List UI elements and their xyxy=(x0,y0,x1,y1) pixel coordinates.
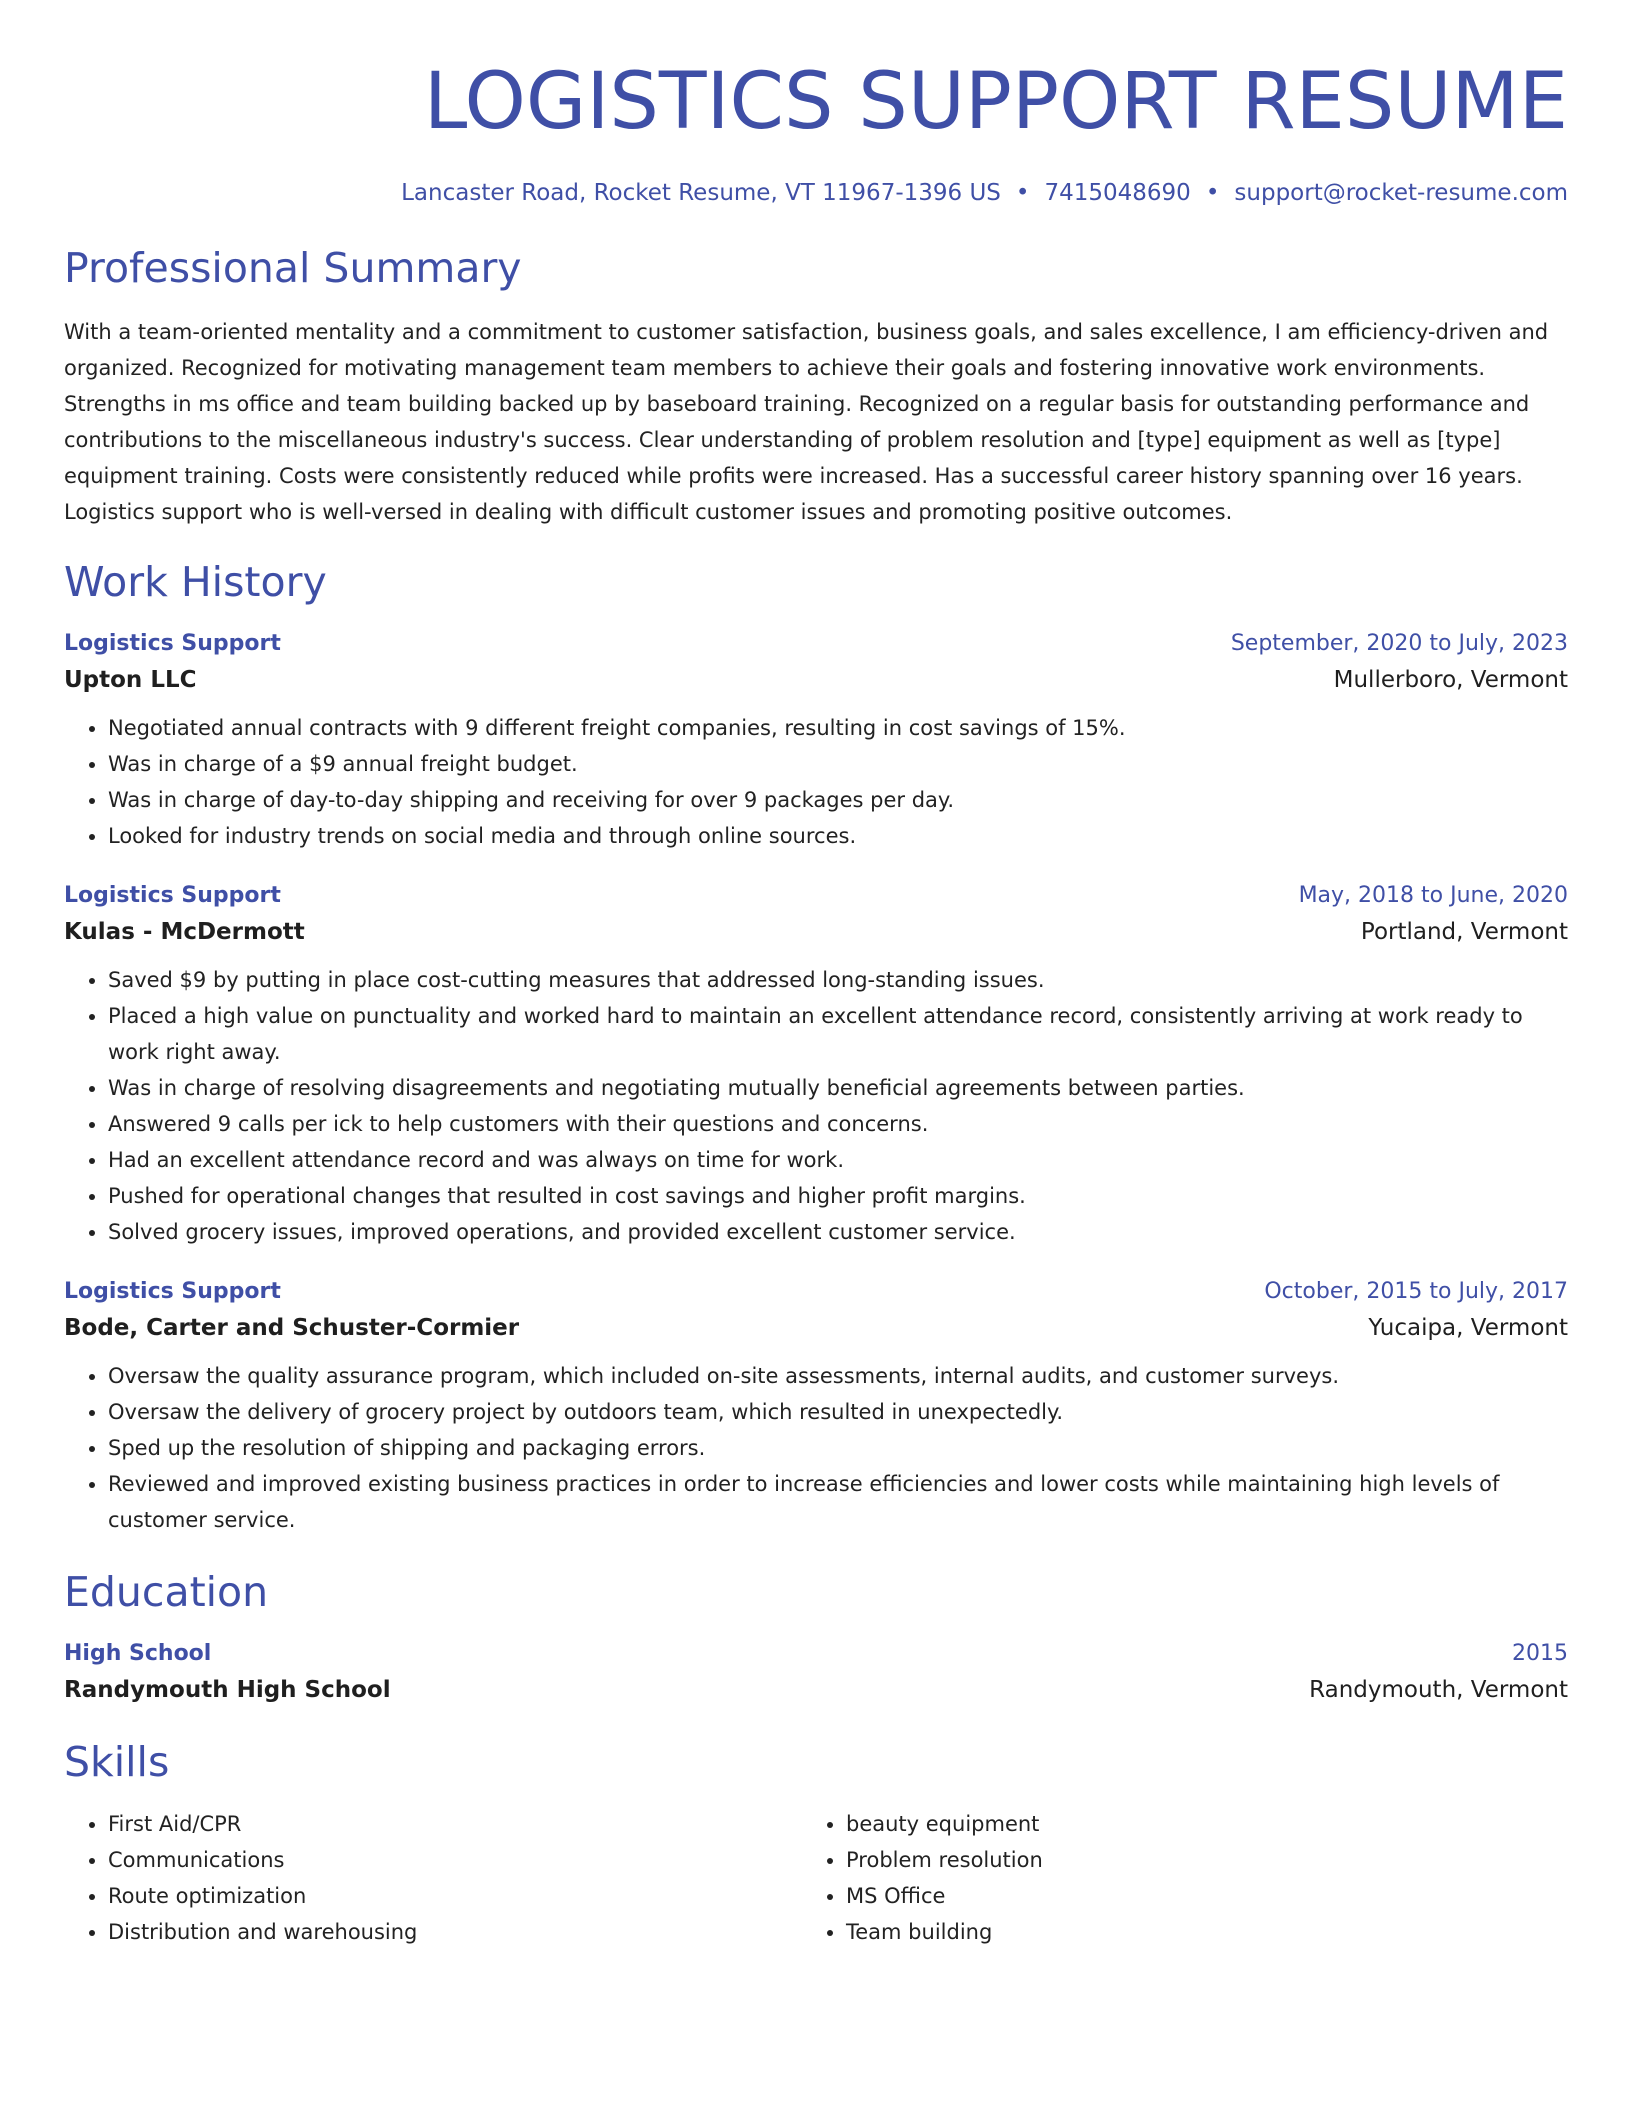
education-entry xyxy=(64,1638,1568,1710)
job-entry xyxy=(64,628,1568,854)
job-company: Bode, Carter and Schuster-Cormier xyxy=(64,1315,520,1341)
education-school: Randymouth High School xyxy=(64,1677,391,1703)
job-role: Logistics Support xyxy=(64,883,281,908)
education-location: Randymouth, Vermont xyxy=(1309,1677,1568,1703)
job-bullet: • Sped up the resolution of shipping and packaging errors. xyxy=(108,1430,1568,1466)
skill-item: • Communications xyxy=(108,1842,802,1878)
section-heading-skills: Skills xyxy=(64,1738,170,1786)
summary-text: With a team-oriented mentality and a commitment to customer satisfaction, business goals, and sales excellence, I am efficiency-driven and organized. Recognized for motivating management team members to achieve their goals and fostering innovative work environments. Strengths in ms office and team building backed up by baseboard training. Recognized on a regular basis for outstanding performance and contributions to the miscellaneous industry's success. Clear understanding of problem resolution and [type] equipment as well as [type] equipment training. Costs were consistently reduced while profits were increased. Has a successful career history spanning over 16 years. Logistics support who is well-versed in dealing with difficult customer issues and promoting positive outcomes. xyxy=(64,320,1549,524)
skill-item: • Distribution and warehousing xyxy=(108,1914,802,1950)
skill-item: • First Aid/CPR xyxy=(108,1806,802,1842)
professional-summary-section xyxy=(64,242,1568,530)
education-school-row xyxy=(64,1670,1568,1710)
job-bullet: • Placed a high value on punctuality and worked hard to maintain an excellent attendance record, consistently arriving at work ready to work right away. xyxy=(108,998,1568,1070)
section-heading-work: Work History xyxy=(64,558,327,606)
education-year: 2015 xyxy=(1512,1641,1568,1666)
work-history-section xyxy=(64,556,1568,1538)
job-bullet: • Pushed for operational changes that resulted in cost savings and higher profit margins. xyxy=(108,1178,1568,1214)
job-bullet: • Looked for industry trends on social media and through online sources. xyxy=(108,818,1568,854)
job-dates: October, 2015 to July, 2017 xyxy=(1264,1279,1568,1304)
job-bullet: • Oversaw the quality assurance program, which included on-site assessments, internal audits, and customer surveys. xyxy=(108,1358,1568,1394)
contact-separator: • xyxy=(1205,180,1220,206)
contact-email[interactable]: support@rocket-resume.com xyxy=(1234,180,1568,206)
education-degree: High School xyxy=(64,1641,212,1666)
skill-item: • Team building xyxy=(846,1914,1540,1950)
resume-header xyxy=(64,52,1568,208)
job-bullet: • Solved grocery issues, improved operations, and provided excellent customer service. xyxy=(108,1214,1568,1250)
job-dates: May, 2018 to June, 2020 xyxy=(1298,883,1568,908)
section-heading-summary: Professional Summary xyxy=(64,244,522,292)
job-role: Logistics Support xyxy=(64,631,281,656)
job-bullet: • Was in charge of day-to-day shipping and receiving for over 9 packages per day. xyxy=(108,782,1568,818)
skills-column-right xyxy=(802,1806,1540,1950)
job-company: Kulas - McDermott xyxy=(64,919,305,945)
section-heading-education: Education xyxy=(64,1568,269,1616)
job-entry xyxy=(64,880,1568,1250)
job-bullets xyxy=(64,710,1568,854)
job-header-row xyxy=(64,628,1568,660)
job-company-row xyxy=(64,912,1568,952)
job-company-row xyxy=(64,1308,1568,1348)
contact-line xyxy=(64,178,1568,208)
resume-title: LOGISTICS SUPPORT RESUME xyxy=(423,57,1568,147)
job-bullet: • Negotiated annual contracts with 9 different freight companies, resulting in cost savings of 15%. xyxy=(108,710,1568,746)
job-company-row xyxy=(64,660,1568,700)
skill-item: • Problem resolution xyxy=(846,1842,1540,1878)
job-location: Yucaipa, Vermont xyxy=(1368,1315,1568,1341)
job-bullet: • Was in charge of a $9 annual freight budget. xyxy=(108,746,1568,782)
skills-section xyxy=(64,1736,1568,1950)
skills-list xyxy=(802,1806,1540,1950)
skill-item: • Route optimization xyxy=(108,1878,802,1914)
job-bullet: • Reviewed and improved existing business practices in order to increase efficiencies and lower costs while maintaining high levels of customer service. xyxy=(108,1466,1568,1538)
job-header-row xyxy=(64,1276,1568,1308)
job-role: Logistics Support xyxy=(64,1279,281,1304)
job-bullet: • Saved $9 by putting in place cost-cutting measures that addressed long-standing issues. xyxy=(108,962,1568,998)
job-header-row xyxy=(64,880,1568,912)
job-location: Portland, Vermont xyxy=(1360,919,1568,945)
skills-grid xyxy=(64,1806,1568,1950)
job-bullet: • Oversaw the delivery of grocery project by outdoors team, which resulted in unexpectedly. xyxy=(108,1394,1568,1430)
skills-column-left xyxy=(64,1806,802,1950)
skills-list xyxy=(64,1806,802,1950)
skill-item: • beauty equipment xyxy=(846,1806,1540,1842)
contact-address: Lancaster Road, Rocket Resume, VT 11967-1396 US xyxy=(401,180,1001,206)
education-section xyxy=(64,1566,1568,1710)
job-company: Upton LLC xyxy=(64,667,197,693)
job-bullet: • Answered 9 calls per ick to help customers with their questions and concerns. xyxy=(108,1106,1568,1142)
job-location: Mullerboro, Vermont xyxy=(1333,667,1568,693)
contact-separator: • xyxy=(1015,180,1030,206)
job-dates: September, 2020 to July, 2023 xyxy=(1230,631,1568,656)
education-header-row xyxy=(64,1638,1568,1670)
contact-phone: 7415048690 xyxy=(1044,180,1191,206)
skill-item: • MS Office xyxy=(846,1878,1540,1914)
job-bullets xyxy=(64,962,1568,1250)
job-entry xyxy=(64,1276,1568,1538)
job-bullets xyxy=(64,1358,1568,1538)
job-bullet: • Had an excellent attendance record and was always on time for work. xyxy=(108,1142,1568,1178)
job-bullet: • Was in charge of resolving disagreements and negotiating mutually beneficial agreements between parties. xyxy=(108,1070,1568,1106)
